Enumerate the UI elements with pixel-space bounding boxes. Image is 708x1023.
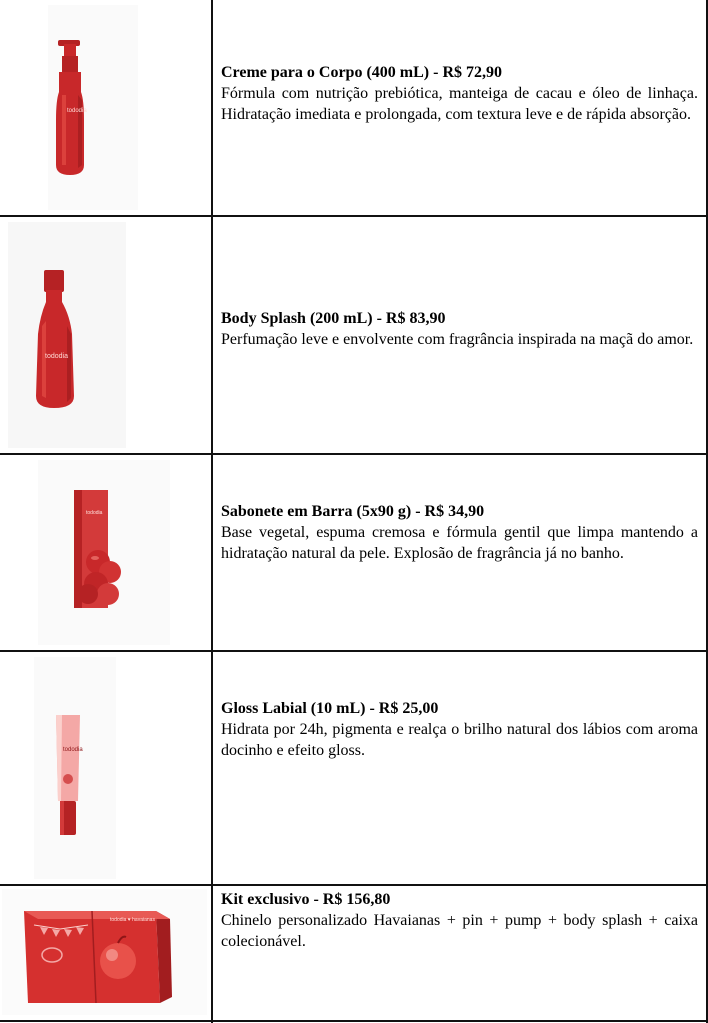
table-row xyxy=(0,651,708,885)
product-image-cell xyxy=(0,885,211,1023)
svg-text:tododia: tododia xyxy=(67,108,87,114)
product-text-cell xyxy=(213,651,708,885)
column-divider xyxy=(211,0,213,1023)
product-title: Gloss Labial (10 mL) - R$ 25,00 xyxy=(221,700,439,717)
soap-bar-image xyxy=(0,454,211,651)
table-row xyxy=(0,0,708,216)
table-row xyxy=(0,216,708,454)
product-image-cell xyxy=(0,651,211,885)
product-title: Sabonete em Barra (5x90 g) - R$ 34,90 xyxy=(221,503,485,520)
row-divider xyxy=(0,884,708,886)
table-row xyxy=(0,885,708,1023)
product-text-cell xyxy=(213,0,708,216)
product-text-cell xyxy=(213,216,708,454)
product-description: Perfumação leve e envolvente com fragrância inspirada na maçã do amor. xyxy=(221,331,694,348)
svg-text:tododia ♥ havaianas: tododia ♥ havaianas xyxy=(110,917,155,923)
pump-bottle-image xyxy=(0,0,211,216)
product-description: Hidrata por 24h, pigmenta e realça o brilho natural dos lábios com aroma docinho e efeito gloss. xyxy=(221,721,698,759)
row-divider xyxy=(0,215,708,217)
product-title: Body Splash (200 mL) - R$ 83,90 xyxy=(221,310,446,327)
row-divider xyxy=(0,453,708,455)
product-description: Fórmula com nutrição prebiótica, manteiga de cacau e óleo de linhaça. Hidratação imediata e prolongada, com textura leve e de rápida absorção. xyxy=(221,85,698,123)
product-title: Creme para o Corpo (400 mL) - R$ 72,90 xyxy=(221,64,502,81)
table-bottom-border xyxy=(0,1020,708,1022)
svg-text:tododia: tododia xyxy=(86,510,103,516)
gift-kit-box-image xyxy=(0,885,211,1021)
svg-text:tododia: tododia xyxy=(63,747,83,753)
row-divider xyxy=(0,650,708,652)
product-image-cell xyxy=(0,216,211,454)
product-text-cell xyxy=(213,885,708,1023)
splash-bottle-image xyxy=(0,216,211,454)
product-text-cell xyxy=(213,454,708,651)
product-description: Chinelo personalizado Havaianas + pin + pump + body splash + caixa colecionável. xyxy=(221,912,698,950)
product-title: Kit exclusivo - R$ 156,80 xyxy=(221,891,391,908)
lip-gloss-image xyxy=(0,651,211,885)
product-image-cell xyxy=(0,0,211,216)
product-description: Base vegetal, espuma cremosa e fórmula gentil que limpa mantendo a hidratação natural da pele. Explosão de fragrância já no banho. xyxy=(221,524,698,562)
product-image-cell xyxy=(0,454,211,651)
table-row xyxy=(0,454,708,651)
svg-text:tododia: tododia xyxy=(45,353,68,360)
